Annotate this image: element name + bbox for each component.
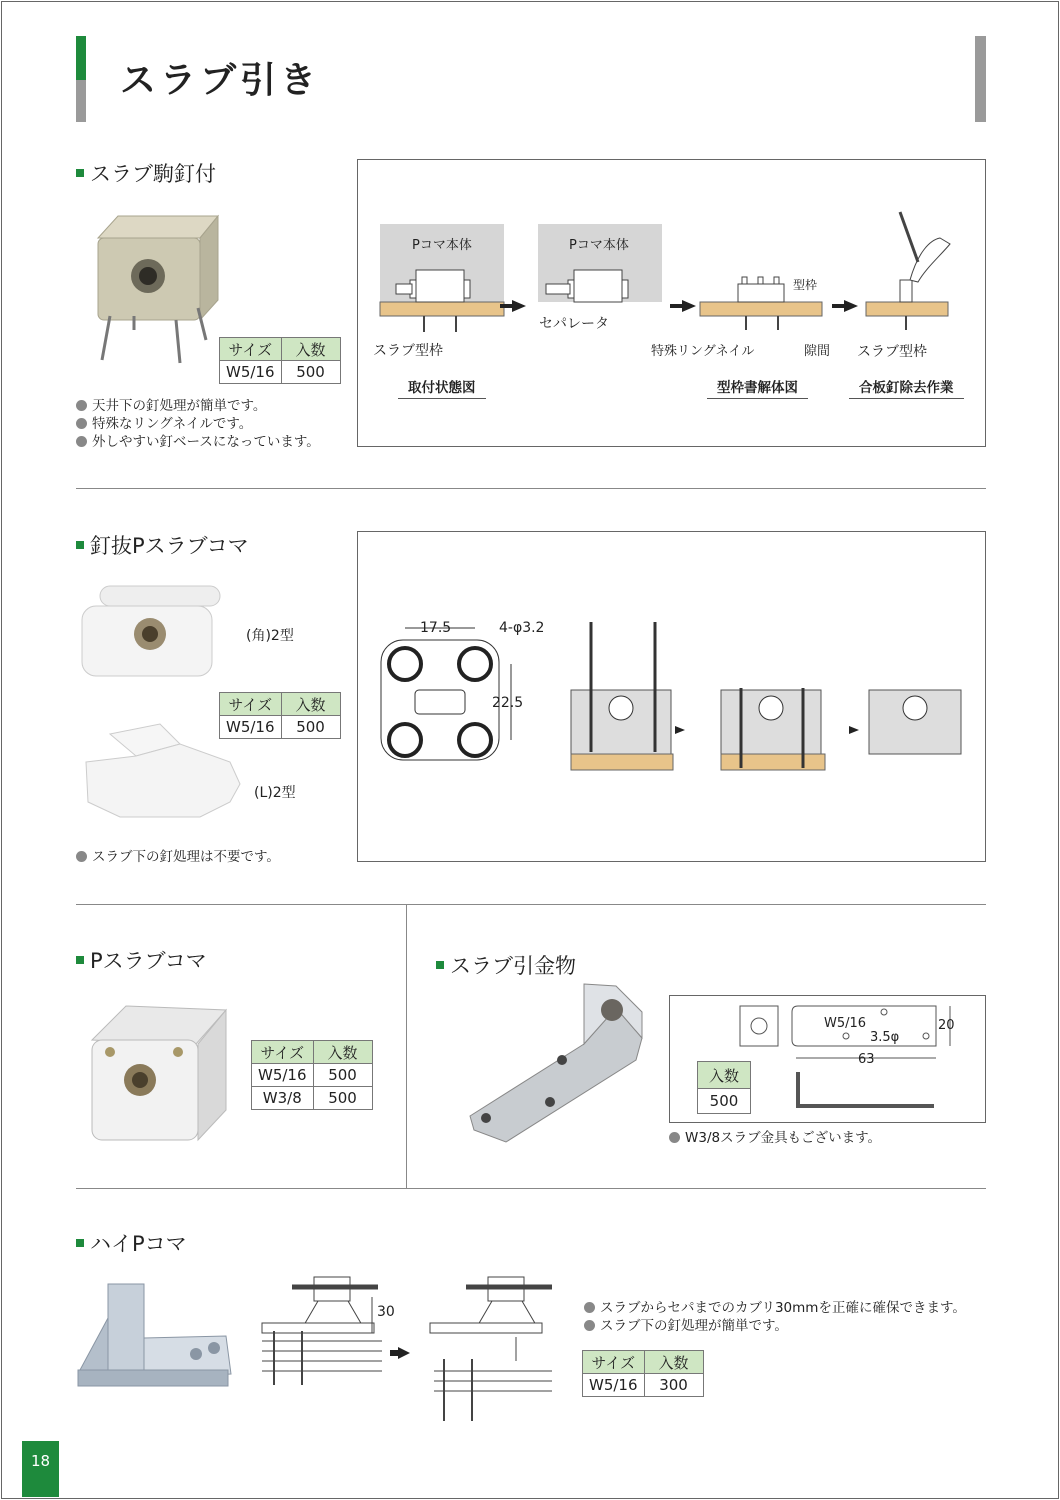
dim-length: 63 [858,1052,875,1067]
bullet-dot-icon [584,1320,595,1331]
caption-dismantle: 型枠書解体図 [707,376,808,399]
caption-nail-removal: 合板釘除去作業 [849,376,964,399]
vertical-divider [406,905,407,1188]
table-header-size: サイズ [220,693,282,716]
spec-table-slab-nail [219,337,341,384]
table-header-size: サイズ [220,338,282,361]
dim-hole: 4-φ3.2 [499,620,545,636]
label-square-type: (角)2型 [246,628,294,644]
bullet-dot-icon [76,436,87,447]
table-cell-size: W5/16 [583,1374,645,1397]
table-cell-qty: 500 [313,1087,372,1110]
slab-bracket-photo [466,978,648,1148]
label-gap: 隙間 [804,344,831,359]
bullet-dot-icon [669,1132,680,1143]
list-item: スラブ下の釘処理が簡単です。 [584,1317,966,1335]
table-header-size: サイズ [252,1041,314,1064]
square-bullet-icon [436,961,444,969]
dim-height: 22.5 [492,695,524,711]
table-header-qty: 入数 [281,693,340,716]
nail-pull-koma-diagram [375,612,965,772]
table-cell-qty: 500 [698,1089,751,1114]
bullet-dot-icon [76,418,87,429]
square-bullet-icon [76,956,84,964]
table-cell-size: W5/16 [252,1064,314,1087]
list-item: 天井下の釘処理が簡単です。 [76,397,320,415]
label-pkoma-body-2: Pコマ本体 [569,238,629,253]
square-type-koma-photo [80,576,225,681]
label-l-type: (L)2型 [254,785,296,801]
high-p-koma-diagram [258,1275,558,1435]
list-item: スラブからセパまでのカブリ30mmを正確に確保できます。 [584,1299,966,1317]
bullet-dot-icon [584,1302,595,1313]
caption-installation: 取付状態図 [398,376,486,399]
square-bullet-icon [76,1239,84,1247]
table-header-qty: 入数 [644,1351,703,1374]
dim-thread: W5/16 [824,1016,867,1031]
list-item: 外しやすい釘ベースになっています。 [76,433,320,451]
dim-pitch: 17.5 [420,620,452,636]
section-heading-high-p-koma: ハイPコマ [76,1228,187,1258]
spec-table-p-slab-koma [251,1040,373,1110]
page-title: スラブ引き [120,60,321,101]
table-cell-size: W3/8 [252,1087,314,1110]
title-bar-right [975,36,986,122]
table-cell-qty: 300 [644,1374,703,1397]
high-p-koma-photo [76,1278,231,1393]
list-item: スラブ下の釘処理は不要です。 [76,848,280,866]
label-ring-nail: 特殊リングネイル [651,344,755,359]
table-cell-size: W5/16 [220,716,282,739]
section-heading-slab-nail: スラブ駒釘付 [76,158,216,188]
divider [76,1188,986,1189]
slab-koma-nail-photo [88,208,223,368]
table-cell-qty: 500 [281,716,340,739]
square-bullet-icon [76,541,84,549]
title-bar-gray [76,80,86,122]
l-type-koma-photo [80,722,245,827]
section-heading-p-slab-koma: Pスラブコマ [76,945,207,975]
bullet-list-slab-nail [76,397,320,451]
label-slab-form-1: スラブ型枠 [373,343,443,359]
table-header-qty: 入数 [698,1062,751,1089]
dim-hole-dia: 3.5φ [870,1030,900,1045]
label-pkoma-body-1: Pコマ本体 [412,238,472,253]
list-item: W3/8スラブ金具もございます。 [669,1129,881,1147]
table-header-qty: 入数 [281,338,340,361]
label-separator: セパレータ [539,316,609,332]
divider [76,488,986,489]
square-bullet-icon [76,169,84,177]
bullet-list-high-p-koma [584,1299,966,1335]
p-slab-koma-photo [86,1000,231,1145]
spec-table-high-p-koma [582,1350,704,1397]
bullet-dot-icon [76,400,87,411]
section-heading-slab-bracket: スラブ引金物 [436,950,576,980]
section-heading-nail-pull-koma: 釘抜Pスラブコマ [76,530,249,560]
bullet-dot-icon [76,851,87,862]
label-slab-form-2: スラブ型枠 [857,344,927,360]
divider [76,904,986,905]
title-bar-accent [76,36,86,80]
table-header-qty: 入数 [313,1041,372,1064]
table-cell-size: W5/16 [220,361,282,384]
list-item: 特殊なリングネイルです。 [76,415,320,433]
dim-cover-height: 30 [377,1304,395,1320]
page-number: 18 [22,1441,59,1497]
table-cell-qty: 500 [281,361,340,384]
spec-table-slab-bracket [697,1061,751,1114]
label-mold: 型枠 [793,278,818,292]
table-cell-qty: 500 [313,1064,372,1087]
table-header-size: サイズ [583,1351,645,1374]
dim-height: 20 [938,1018,955,1033]
